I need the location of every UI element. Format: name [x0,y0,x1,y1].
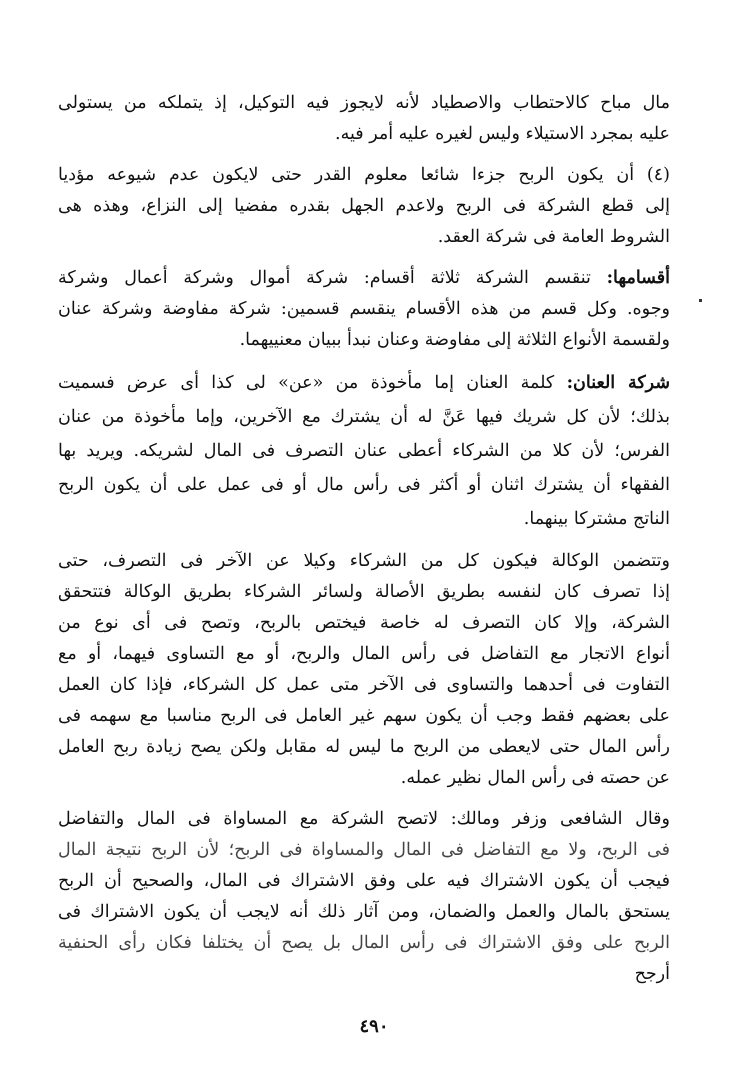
text-line: رأس المال حتى لايعطى من الربح ما ليس له مقابل ولكن يصح زيادة ربح العامل [58,737,670,757]
text-line: وجوه. وكل قسم من هذه الأقسام ينقسم قسمين: شركة مفاوضة وشركة عنان [58,299,670,319]
text-line: فى الربح، ولا مع التفاضل فى المال والمساواة فى الربح؛ لأن الربح نتيجة المال [58,840,670,860]
text-line: الربح على وفق الاشتراك فى رأس المال بل يصح أن يختلفا فكان رأى الحنفية [58,933,670,953]
text-segment: كلمة العنان إما مأخوذة من «عن» لى كذا أى عرض فسميت [58,373,555,393]
paragraph-shafii [58,804,670,990]
text-line: عليه بمجرد الاستيلاء وليس لغيره عليه أمر فيه. [335,124,670,144]
text-line: فيجب أن يكون الاشتراك فيه على وفق الاشتراك فى المال، والصحيح أن الربح [58,871,670,891]
paragraph-agency [58,546,670,794]
text-line: إلى قطع الشركة فى الربح ولاعدم الجهل بقدره مفضيا إلى النزاع، وهذه هى [58,196,670,216]
text-line: (٤) أن يكون الربح جزءا شائعا معلوم القدر حتى لايكون عدم شيوعه مؤديا [58,165,670,185]
text-line: الشركة، وإلا كان التصرف له خاصة فيختص بالربح، وتصح فى أى نوع من [58,613,670,633]
ink-speck [699,299,702,302]
paragraph-inan [58,366,670,536]
text-line: وتتضمن الوكالة فيكون كل من الشركاء وكيلا عن الآخر فى التصرف، حتى [58,551,670,571]
text-line: أنواع الاتجار مع التفاضل فى رأس المال والربح، أو مع التساوى فيهما، أو مع [58,644,670,664]
text-line: وقال الشافعى وزفر ومالك: لاتصح الشركة مع المساواة فى المال والتفاضل [58,809,670,829]
text-line: يستحق بالمال والعمل والضمان، ومن آثار ذلك أنه لايجب أن يكون الاشتراك فى [58,902,670,922]
text-line: بذلك؛ لأن كل شريك فيها عَنَّ له أن يشترك مع الآخرين، وإما مأخوذة من عنان [58,407,670,427]
text-line: على بعضهم فقط وجب أن يكون سهم غير العامل فى الربح مناسبا مع سهمه فى [58,706,670,726]
page-body [58,88,670,1000]
paragraph-divisions [58,263,670,356]
text-line: إذا تصرف كان لنفسه بطريق الأصالة ولسائر الشركاء بطريق الوكالة فتتحقق [58,582,670,602]
text-line [58,263,670,294]
text-line: أرجح [634,964,670,984]
text-line: الناتج مشتركا بينهما. [523,509,670,529]
section-heading: أقسامها: [606,268,670,288]
text-line: الفقهاء أن يشترك اثنان أو أكثر فى رأس مال أو فى عمل على أن يكون الربح [58,475,670,495]
text-line: ولقسمة الأنواع الثلاثة إلى مفاوضة وعنان نبدأ ببيان معنييهما. [239,330,670,350]
text-line [58,366,670,400]
text-line: الفرس؛ لأن كلا من الشركاء أعطى عنان التصرف فى المال لشريكه. ويريد بها [58,441,670,461]
page-number: ٤٩٠ [359,1016,389,1037]
text-segment: تنقسم الشركة ثلاثة أقسام: شركة أموال وشركة أعمال وشركة [58,268,591,288]
text-line: عن حصته فى رأس المال نظير عمله. [400,768,670,788]
text-line: التفاوت فى أحدهما والتساوى فى الآخر متى عمل كل الشركاء، فإذا كان العمل [58,675,670,695]
paragraph-2 [58,160,670,253]
text-line: الشروط العامة فى شركة العقد. [437,227,670,247]
paragraph-1 [58,88,670,150]
section-heading: شركة العنان: [566,373,670,393]
text-line: مال مباح كالاحتطاب والاصطياد لأنه لايجوز فيه التوكيل، إذ يتملكه من يستولى [58,93,670,113]
